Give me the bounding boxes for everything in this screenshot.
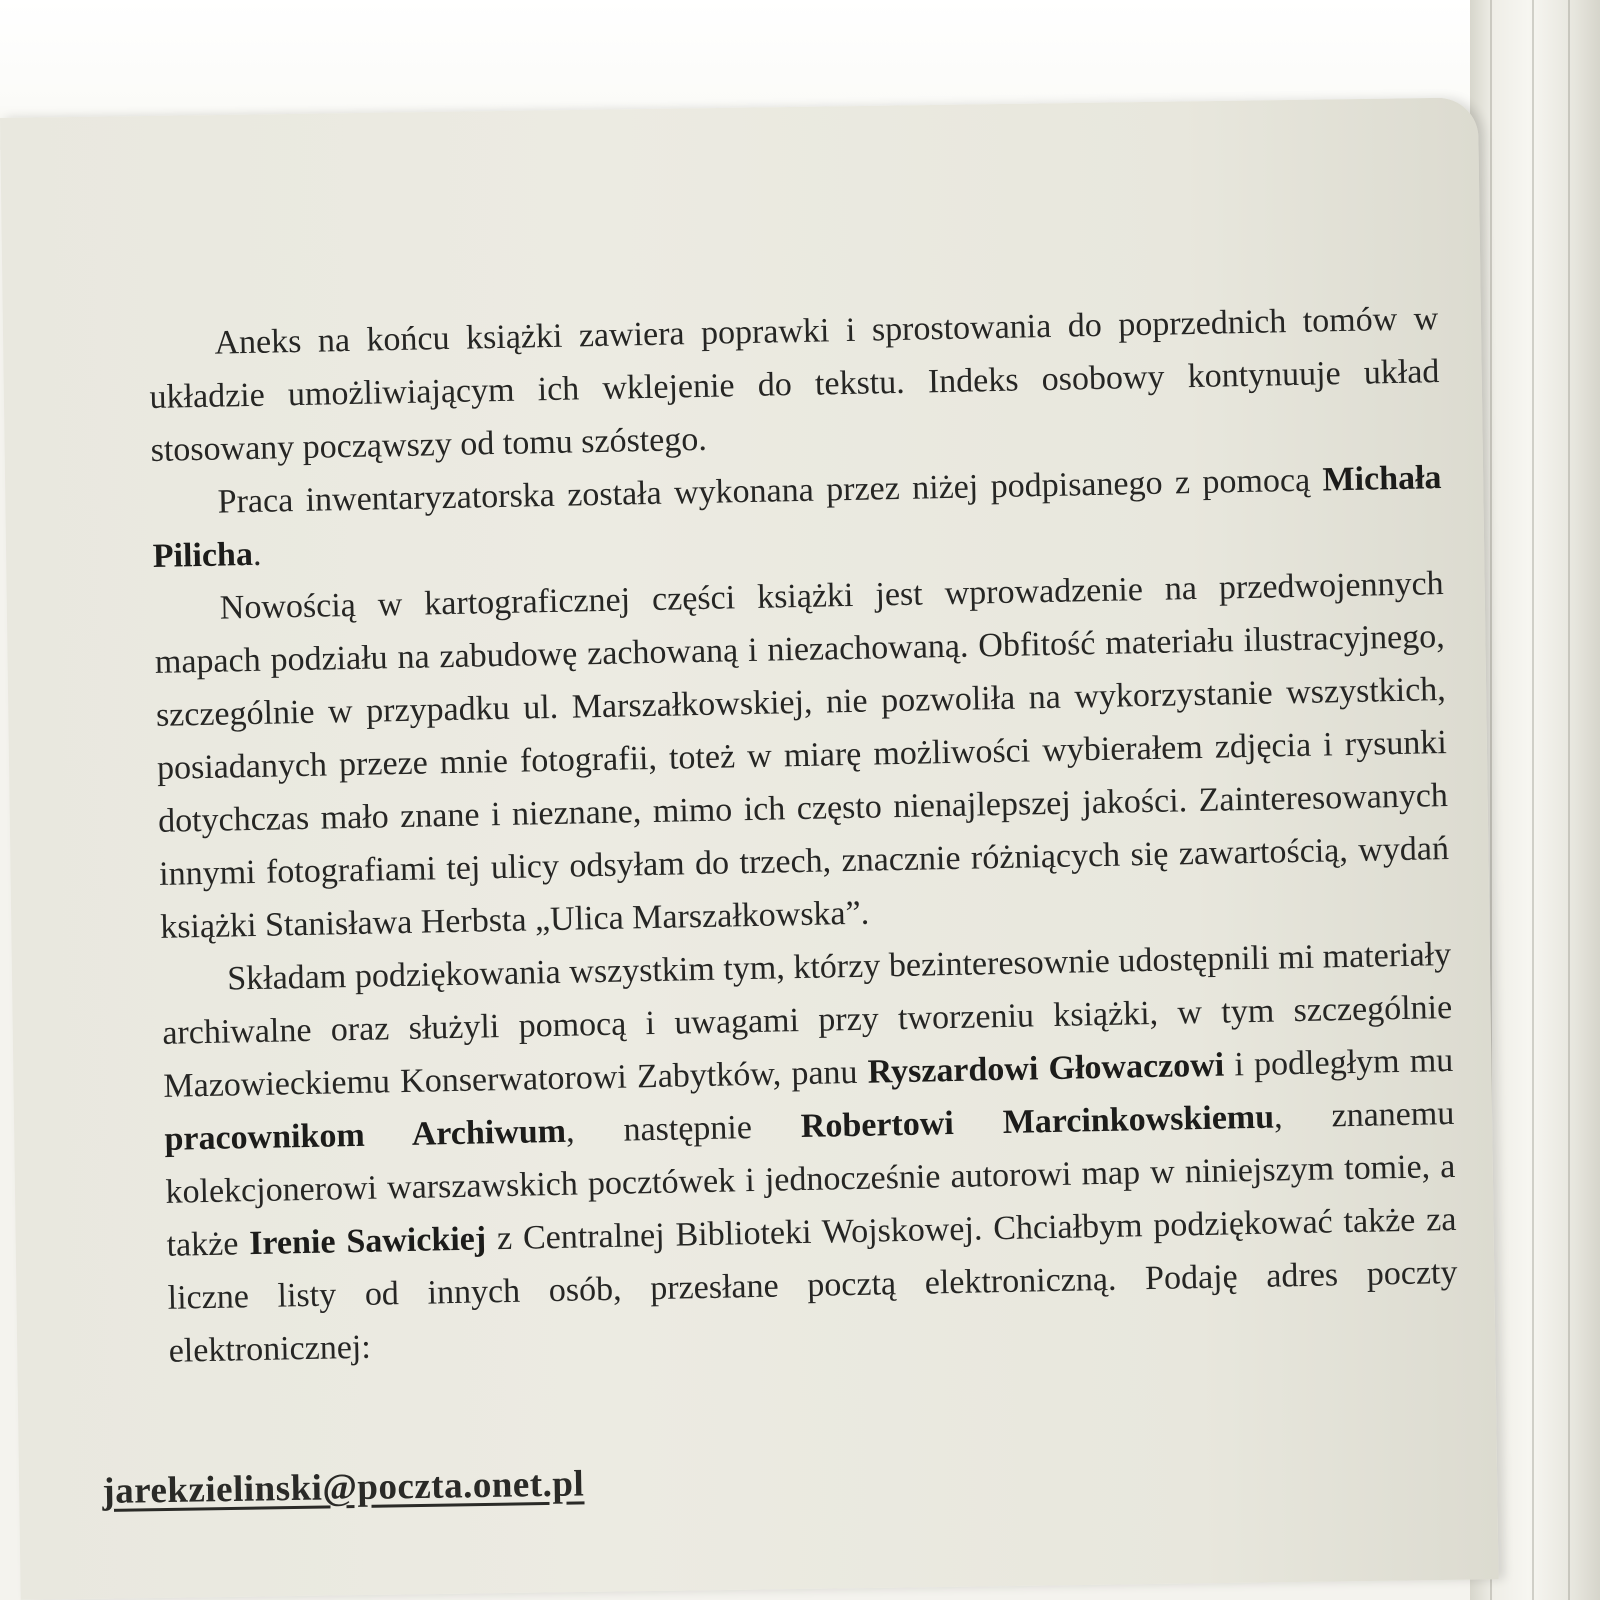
paragraph-text: i podległym mu	[1223, 1041, 1454, 1084]
paragraph-text: , następnie	[565, 1108, 802, 1150]
paragraph	[161, 928, 1459, 1378]
paragraph-text: Nowością w kartograficznej części książki jest wprowadzenie na przedwojennych mapach podziału na zabudowę zachowaną i niezachowaną. Obfitość materiału ilustracyjnego, szczególnie w przypadku ul. Marszałkowskiej, nie pozwoliła na wykorzystanie wszystkich, posiadanych przeze mnie fotografii, toteż w miarę możliwości wybierałem zdjęcia i rysunki dotychczas mało znane i nieznane, mimo ich często nienajlepszej jakości. Zainteresowanych innymi fotografiami tej ulicy odsyłam do trzech, znacznie różniących się zawartością, wydań książki Stanisława Herbsta „Ulica Marszałkowska”.	[154, 565, 1450, 946]
paragraph-text: z Centralnej Biblioteki Wojskowej. Chciałbym podziękować także za liczne listy od innych osób, przesłane pocztą elektroniczną. Podaję adres poczty elektronicznej:	[167, 1200, 1458, 1370]
bold-name: pracownikom Archiwum	[164, 1112, 567, 1158]
paragraph-text: Aneks na końcu książki zawiera poprawki i sprostowania do poprzednich tomów w układzie umożliwiającym ich wklejenie do tekstu. Indeks osobowy kontynuuje układ stosowany począwszy od tomu szóstego.	[149, 300, 1440, 469]
bold-name: Robertowi Marcinkowskiemu	[800, 1098, 1275, 1146]
bold-name: Ryszardowi Głowaczowi	[867, 1046, 1225, 1091]
page-edge-line	[1532, 0, 1534, 1600]
email-address[interactable]: jarekzielinski@poczta.onet.pl	[102, 1463, 585, 1512]
paragraph	[148, 292, 1441, 477]
paragraph-text: , znanemu kolekcjonerowi warszawskich pocztówek i jednocześnie autorowi map w niniejszym tomie, a także	[165, 1094, 1456, 1264]
paragraph-text: Praca inwentaryzatorska została wykonana przez niżej podpisanego z pomocą	[217, 461, 1323, 521]
paragraph-text: Składam podziękowania wszystkim tym, którzy bezinteresownie udostępnili mi materiały archiwalne oraz służyli pomocą i uwagami przy tworzeniu książki, w tym szczególnie Mazowieckiemu Konserwatorowi Zabytków, panu	[161, 935, 1453, 1105]
bold-name: Irenie Sawickiej	[248, 1220, 487, 1263]
bold-name: Michała Pilicha	[152, 459, 1442, 575]
body-text	[148, 292, 1459, 1378]
paragraph	[153, 557, 1450, 954]
page-edge-line	[1568, 0, 1570, 1600]
paragraph-text: .	[252, 535, 262, 573]
